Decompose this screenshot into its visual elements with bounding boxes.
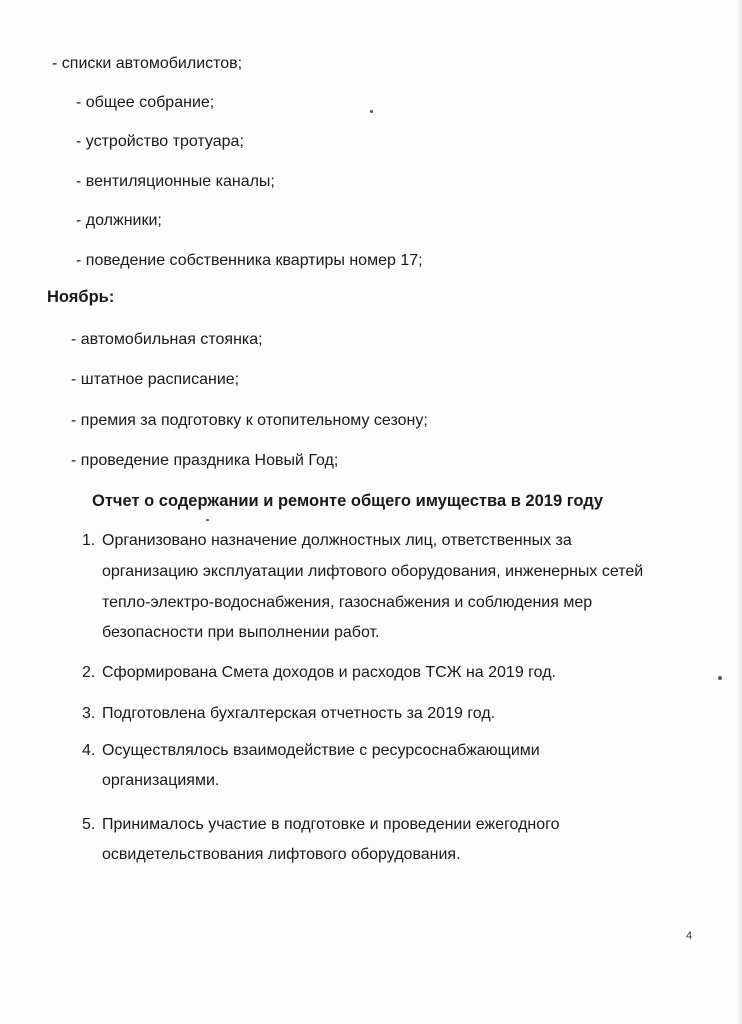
list-item: - устройство тротуара; xyxy=(76,133,244,150)
item-text-line: организациями. xyxy=(102,772,220,789)
page-number: 4 xyxy=(686,930,693,942)
item-number: 3. xyxy=(82,705,96,722)
scan-edge-shadow xyxy=(736,0,742,1024)
item-number: 2. xyxy=(82,664,96,681)
list-item: - списки автомобилистов; xyxy=(52,55,243,72)
item-text-line: Осуществлялось взаимодействие с ресурсоснабжающими xyxy=(102,742,540,759)
item-text-line: освидетельствования лифтового оборудования. xyxy=(102,846,461,863)
list-item: - вентиляционные каналы; xyxy=(76,173,275,190)
item-text-line: Сформирована Смета доходов и расходов ТСЖ на 2019 год. xyxy=(102,664,556,681)
list-item: - поведение собственника квартиры номер 17; xyxy=(76,252,423,269)
scan-speck xyxy=(370,110,373,113)
item-text-line: безопасности при выполнении работ. xyxy=(102,624,380,641)
scan-speck xyxy=(718,676,722,680)
item-number: 5. xyxy=(82,816,96,833)
list-item: - общее собрание; xyxy=(76,94,215,111)
item-text-line: Принималось участие в подготовке и проведении ежегодного xyxy=(102,816,560,833)
item-text-line: организацию эксплуатации лифтового оборудования, инженерных сетей xyxy=(102,563,644,580)
item-text-line: Подготовлена бухгалтерская отчетность за 2019 год. xyxy=(102,705,496,722)
item-text-line: Организовано назначение должностных лиц, ответственных за xyxy=(102,532,572,549)
item-text-line: тепло-электро-водоснабжения, газоснабжения и соблюдения мер xyxy=(102,594,593,611)
scan-speck xyxy=(206,519,209,521)
list-item: - штатное расписание; xyxy=(71,371,240,388)
list-item: - автомобильная стоянка; xyxy=(71,331,263,348)
list-item: - проведение праздника Новый Год; xyxy=(71,452,339,469)
item-number: 1. xyxy=(82,532,96,549)
list-item: - должники; xyxy=(76,212,162,229)
list-item: - премия за подготовку к отопительному сезону; xyxy=(71,412,428,429)
section-heading-november: Ноябрь: xyxy=(47,288,115,306)
item-number: 4. xyxy=(82,742,96,759)
report-title: Отчет о содержании и ремонте общего имущества в 2019 году xyxy=(92,492,604,510)
